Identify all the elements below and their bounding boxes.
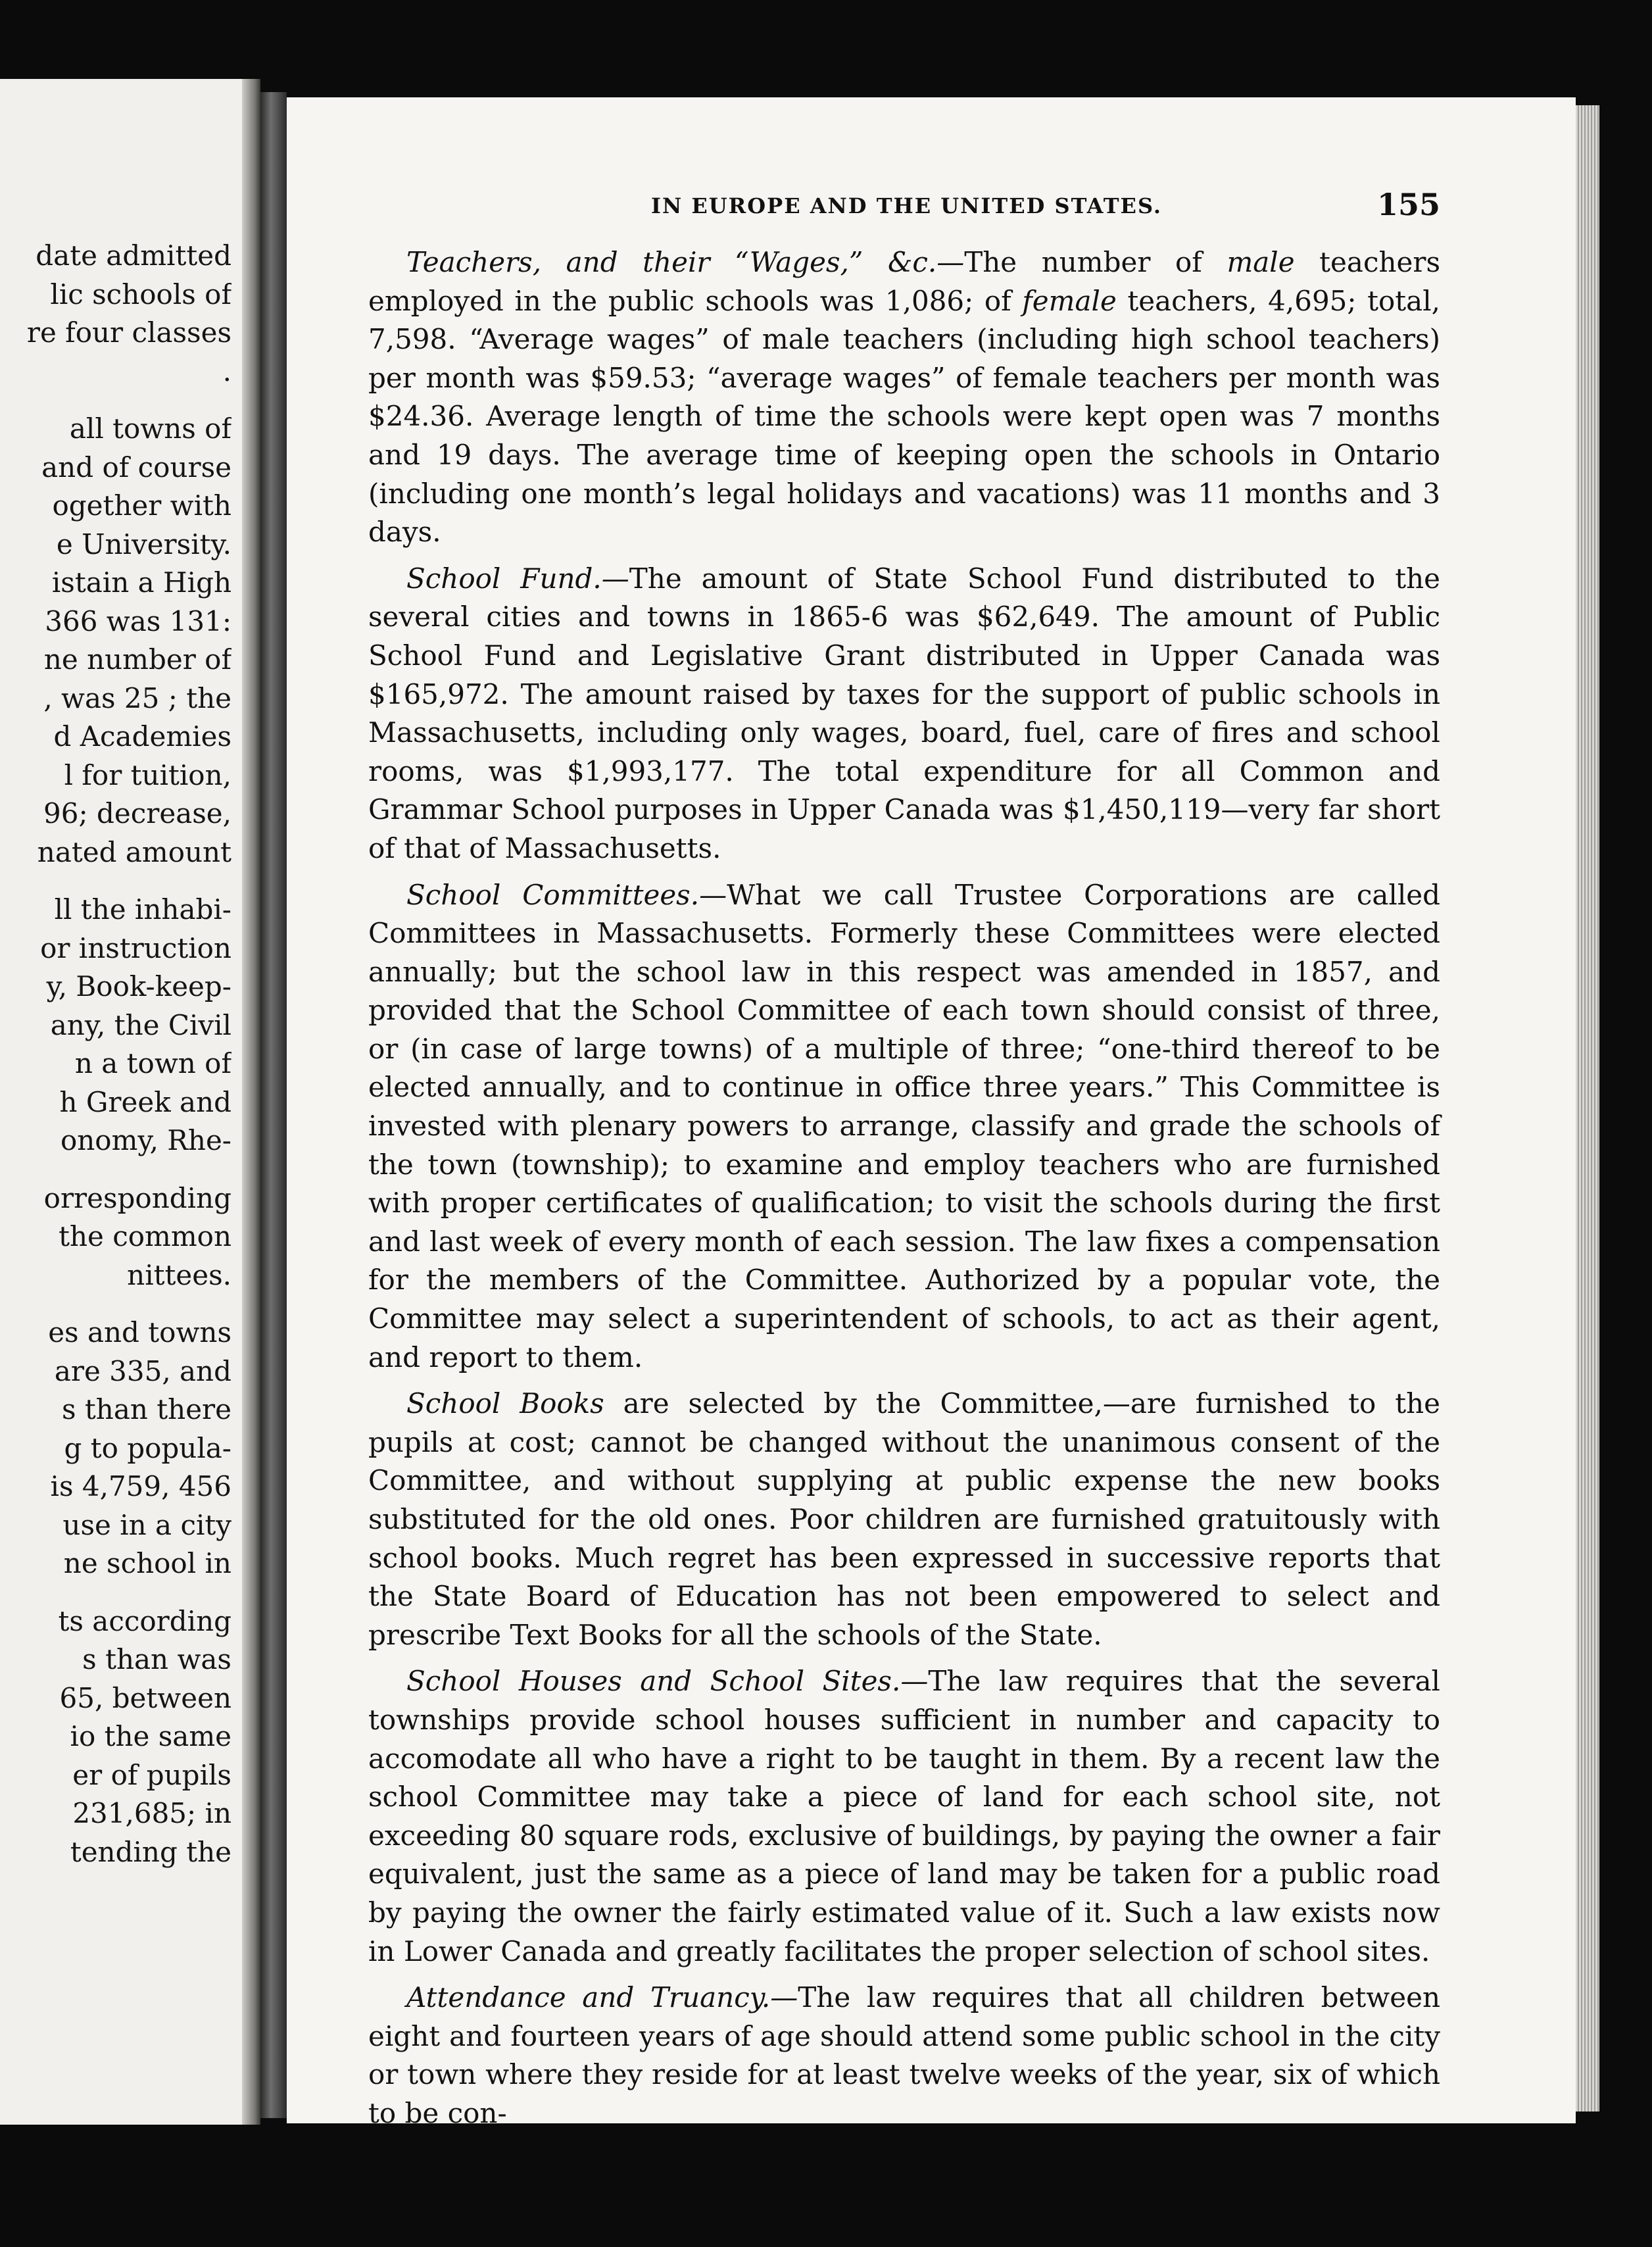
facing-page-line: [0, 1314, 231, 1352]
facing-page-line-text: is 4,759, 456: [50, 1470, 231, 1502]
facing-page-line-text: s than was: [82, 1643, 231, 1675]
facing-page-line: [0, 526, 231, 564]
facing-page-line-text: lic schools of: [50, 278, 231, 310]
facing-page-line-text: or instruction: [40, 931, 231, 964]
facing-page-line: [0, 564, 231, 603]
facing-page-line-text: ogether with: [52, 489, 231, 522]
facing-page-line: [0, 353, 231, 391]
facing-page-line: [0, 1794, 231, 1833]
facing-page-line-text: 231,685; in: [72, 1797, 231, 1829]
line-gap: [0, 1583, 231, 1602]
facing-page-line: [0, 1544, 231, 1583]
facing-page-line-text: io the same: [70, 1720, 231, 1752]
facing-page-line: [0, 1506, 231, 1545]
facing-page-line-text: y, Book-keep-: [46, 970, 231, 1002]
facing-page-line: [0, 1717, 231, 1756]
paragraph: [368, 1662, 1440, 1971]
facing-page-line-text: es and towns: [48, 1316, 231, 1348]
facing-page-line: [0, 237, 231, 276]
paragraph: [368, 876, 1440, 1377]
line-gap: [0, 872, 231, 891]
book-spine: [260, 92, 287, 2118]
paragraph-text: The number of: [964, 246, 1227, 278]
facing-page-line-text: ne school in: [63, 1547, 231, 1579]
facing-page-line-text: er of pupils: [72, 1758, 231, 1791]
facing-page-line: [0, 1602, 231, 1641]
paragraph-text: are selected by the Committee,—are furnished to the pupils at cost; cannot be changed without the unanimous consent of the Committee, and without supplying at public expense the new books substituted for the old ones. Poor children are furnished gratuitously with school books. Much regret has been expressed in successive reports that the State Board of Education has not been empowered to select and prescribe Text Books for all the schools of the State.: [368, 1387, 1441, 1651]
facing-page-line: [0, 603, 231, 641]
facing-page-text: [0, 237, 231, 1871]
facing-page-line: [0, 718, 231, 756]
facing-page-line: [0, 1756, 231, 1795]
facing-page-line-text: , was 25 ; the: [43, 681, 231, 714]
facing-page-line: [0, 1045, 231, 1083]
facing-page-line: [0, 968, 231, 1006]
paragraph-heading: School Books: [406, 1387, 604, 1420]
page-edges: [1576, 105, 1599, 2111]
facing-page-line-text: tending the: [70, 1835, 231, 1868]
facing-page-line-text: ts according: [58, 1604, 231, 1637]
body-text: [368, 243, 1440, 2141]
paragraph: [368, 560, 1440, 868]
facing-page-line-text: istain a High: [51, 566, 231, 599]
facing-page-line-text: nated amount: [37, 835, 231, 868]
facing-page-line: [0, 1352, 231, 1391]
facing-page-line-text: n a town of: [74, 1047, 231, 1079]
facing-page-line-text: date admitted: [36, 239, 231, 272]
line-gap: [0, 1295, 231, 1314]
paragraph-text: The amount of State School Fund distributed to the several cities and towns in 1865-6 was $62,649. The amount of Public School Fund and Legislative Grant distributed in Upper Canada was $165,972. The amount raised by taxes for the support of public schools in Massachusetts, including only wages, board, fuel, care of fires and school rooms, was $1,993,177. The total expenditure for all Common and Grammar School purposes in Upper Canada was $1,450,119—very far short of that of Massachusetts.: [368, 562, 1440, 864]
facing-page-line: [0, 833, 231, 872]
facing-page-line: [0, 929, 231, 968]
facing-page-line-text: and of course: [41, 451, 231, 483]
facing-page-line-text: any, the Civil: [50, 1008, 231, 1041]
facing-page-line: [0, 1833, 231, 1872]
facing-page-line: [0, 1006, 231, 1045]
facing-page-line: [0, 410, 231, 449]
facing-page-line: [0, 1641, 231, 1679]
facing-page-line: [0, 756, 231, 795]
paragraph: [368, 1385, 1440, 1654]
facing-page-line: [0, 795, 231, 833]
paragraph-heading: Attendance and Truancy.—: [406, 1981, 798, 2014]
facing-page-line-text: re four classes: [26, 316, 231, 349]
facing-page-line-text: the common: [59, 1220, 231, 1252]
emphasized-text: male: [1227, 246, 1295, 278]
facing-page-line-text: 96; decrease,: [43, 797, 231, 829]
running-head: IN EUROPE AND THE UNITED STATES.: [651, 193, 1163, 218]
paragraph-text: The law requires that all children between eight and fourteen years of age should attend some public school in the city or town where they reside for at least twelve weeks of the year, six of which to be con-: [368, 1981, 1440, 2129]
facing-page-line: [0, 1256, 231, 1295]
paragraph-heading: Teachers, and their “Wages,” &c.—: [406, 246, 965, 278]
facing-page-line: [0, 891, 231, 929]
facing-page-gutter: [242, 79, 260, 2125]
facing-page-line: [0, 679, 231, 718]
facing-page-line: [0, 314, 231, 353]
paragraph-heading: School Fund.—: [406, 562, 629, 595]
facing-page-line: [0, 1679, 231, 1718]
facing-page-line-text: .: [222, 355, 231, 387]
paragraph-text: teachers, 4,695; total, 7,598. “Average wages” of male teachers (including high school teachers) per month was $59.53; “average wages” of female teachers per month was $24.36. Average length of time the schools were kept open was 7 months and 19 days. The average time of keeping open the schools in Ontario (including one month’s legal holidays and vacations) was 11 months and 3 days.: [368, 284, 1440, 549]
facing-page-line: [0, 1122, 231, 1160]
facing-page-line-text: are 335, and: [54, 1354, 231, 1387]
paragraph-text: What we call Trustee Corporations are called Committees in Massachusetts. Formerly these Committees were elected annually; but the school law in this respect was amended in 1857, and provided that the School Committee of each town should consist of three, or (in case of large towns) of a multiple of three; “one-third thereof to be elected annually, and to continue in office three years.” This Committee is invested with plenary powers to arrange, classify and grade the schools of the town (township); to examine and employ teachers who are furnished with proper certificates of qualification; to visit the schools during the first and last week of every month of each session. The law fixes a compensation for the members of the Committee. Authorized by a popular vote, the Committee may select a superintendent of schools, to act as their agent, and report to them.: [368, 878, 1441, 1373]
facing-page-line: [0, 487, 231, 526]
facing-page-line: [0, 1218, 231, 1256]
paragraph: [368, 243, 1440, 552]
facing-page-line: [0, 1083, 231, 1122]
facing-page-line-text: 366 was 131:: [45, 605, 231, 637]
paragraph-text: The law requires that the several townships provide school houses sufficient in number and capacity to accomodate all who have a right to be taught in them. By a recent law the school Committee may take a piece of land for each school site, not exceeding 80 square rods, exclusive of buildings, by paying the owner a fair equivalent, just the same as a piece of land may be taken for a public road by paying the owner the fairly estimated value of it. Such a law exists now in Lower Canada and greatly facilitates the proper selection of school sites.: [368, 1665, 1440, 1967]
facing-page-line-text: d Academies: [53, 720, 231, 753]
facing-page: [0, 79, 260, 2125]
paragraph-heading: School Houses and School Sites.—: [406, 1665, 929, 1698]
facing-page-line-text: g to popula-: [64, 1431, 231, 1464]
facing-page-line: [0, 276, 231, 314]
page-header: [368, 187, 1440, 226]
facing-page-line-text: use in a city: [62, 1508, 231, 1541]
facing-page-line-text: ne number of: [43, 643, 231, 676]
facing-page-line: [0, 449, 231, 487]
paragraph-text: teachers employed in the public schools was 1,086; of: [368, 246, 1441, 317]
line-gap: [0, 1160, 231, 1179]
paragraph: [368, 1979, 1440, 2133]
facing-page-line-text: h Greek and: [59, 1085, 231, 1118]
paragraph-heading: School Committees.—: [406, 878, 727, 911]
facing-page-line: [0, 1179, 231, 1218]
facing-page-line: [0, 1391, 231, 1429]
line-gap: [0, 391, 231, 410]
facing-page-line-text: l for tuition,: [64, 758, 231, 791]
facing-page-line: [0, 1429, 231, 1468]
emphasized-text: female: [1022, 284, 1117, 317]
facing-page-line-text: e University.: [56, 528, 231, 560]
facing-page-line-text: all towns of: [69, 412, 231, 445]
page-number: 155: [1376, 187, 1440, 222]
facing-page-line-text: ll the inhabi-: [54, 893, 231, 926]
facing-page-line-text: nittees.: [127, 1258, 231, 1291]
facing-page-line: [0, 641, 231, 679]
facing-page-line-text: 65, between: [59, 1681, 231, 1714]
facing-page-line-text: s than there: [62, 1393, 231, 1425]
facing-page-line: [0, 1468, 231, 1506]
facing-page-line-text: orresponding: [43, 1181, 231, 1214]
facing-page-line-text: onomy, Rhe-: [60, 1124, 231, 1156]
